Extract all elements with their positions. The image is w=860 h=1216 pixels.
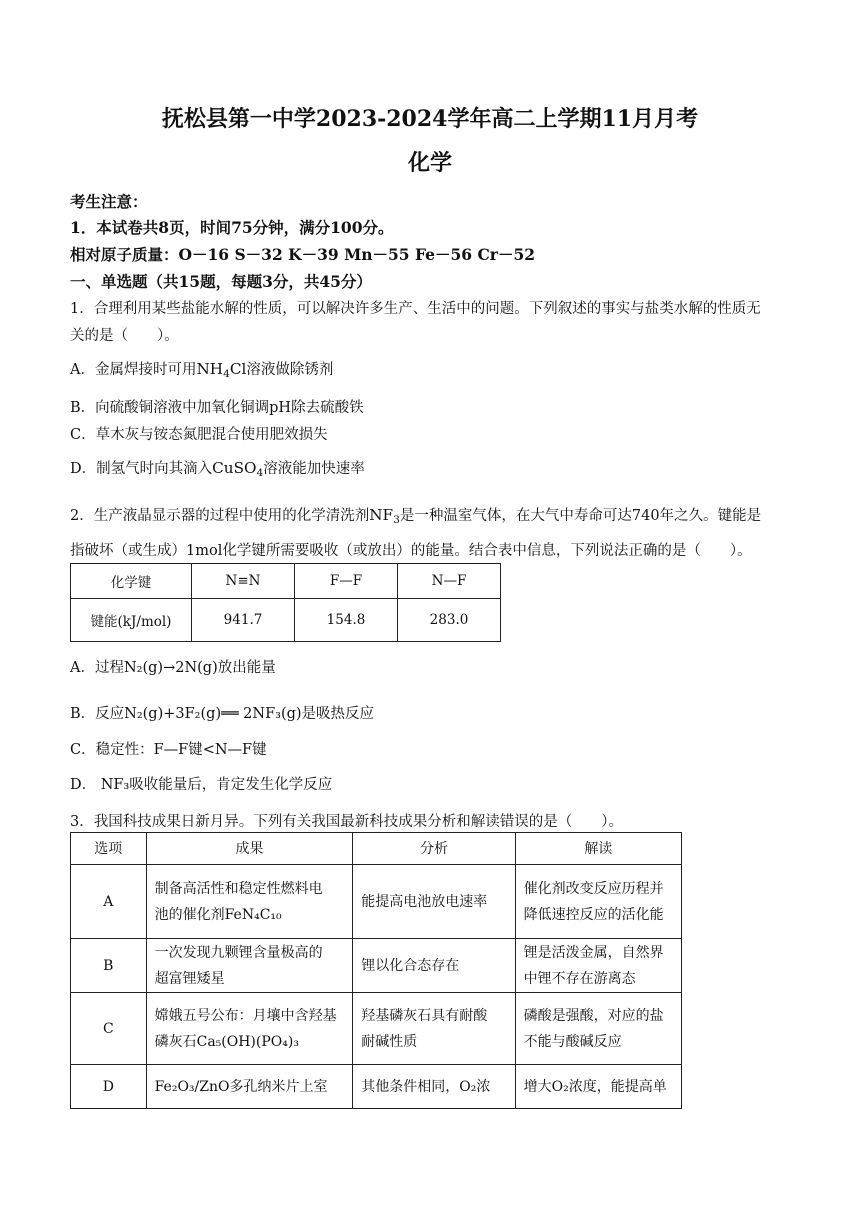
row-b-interpretation: 锂是活泼金属，自然界 中锂不存在游离态 <box>515 939 681 993</box>
notice-item-1: 1．本试卷共8页，时间75分钟，满分100分。 <box>70 218 394 237</box>
tech-header-interpretation: 解读 <box>515 833 681 865</box>
row-d-result: Fe₂O₃/ZnO多孔纳米片上室 <box>146 1065 353 1109</box>
table-header-nf: N—F <box>398 564 501 599</box>
tech-header-result: 成果 <box>146 833 353 865</box>
row-c-option: C <box>71 993 147 1065</box>
table-row <box>71 939 682 993</box>
q1-option-a <box>70 358 333 379</box>
table-row <box>71 993 682 1065</box>
subject-title: 化学 <box>407 150 452 176</box>
table-value-nf: 283.0 <box>398 599 501 642</box>
q1-option-b: B．向硫酸铜溶液中加氧化铜调pH除去硫酸铁 <box>70 400 364 416</box>
q2-option-b: B．反应N₂(g)+3F₂(g)══ 2NF₃(g)是吸热反应 <box>70 706 375 722</box>
table-header-ff: F—F <box>295 564 398 599</box>
table-row-label: 键能(kJ/mol) <box>71 599 192 642</box>
q1-option-d-formula: CuSO$_4$ <box>212 459 264 480</box>
bond-energy-table <box>70 563 501 642</box>
q2-option-a: A．过程N₂(g)→2N(g)放出能量 <box>70 660 276 676</box>
q1-option-a-formula: $NH_4Cl$ <box>196 360 247 381</box>
row-a-analysis: 能提高电池放电速率 <box>353 865 515 939</box>
row-b-analysis: 锂以化合态存在 <box>353 939 515 993</box>
exam-title: 抚松县第一中学2023-2024学年高二上学期11月月考 <box>161 106 699 132</box>
table-row <box>71 865 682 939</box>
q2-stem-line1: 2．生产液晶显示器的过程中使用的化学清洗剂$NF_3$是一种温室气体，在大气中寿命可达740年之久。键能是 <box>70 506 762 527</box>
table-header-bond: 化学键 <box>71 564 192 599</box>
table-value-ff: 154.8 <box>295 599 398 642</box>
table-row <box>71 1065 682 1109</box>
tech-header-analysis: 分析 <box>353 833 515 865</box>
row-b-result: 一次发现九颗锂含量极高的 超富锂矮星 <box>146 939 353 993</box>
row-a-option: A <box>71 865 147 939</box>
q2-option-c: C．稳定性：F—F键<N—F键 <box>70 742 267 758</box>
q1-option-a-text: A．金属焊接时可用 <box>70 362 197 378</box>
q1-stem-line2: 关的是（ ）。 <box>70 328 179 344</box>
tech-results-table <box>70 832 682 1109</box>
section-heading: 一、单选题（共15题，每题3分，共45分） <box>70 272 372 291</box>
row-a-interpretation: 催化剂改变反应历程并 降低速控反应的活化能 <box>515 865 681 939</box>
q1-option-d <box>70 457 365 478</box>
q1-stem-line1: 1．合理利用某些盐能水解的性质，可以解决许多生产、生活中的问题。下列叙述的事实与盐类水解的性质无 <box>70 301 761 317</box>
q3-stem: 3．我国科技成果日新月异。下列有关我国最新科技成果分析和解读错误的是（ ）。 <box>70 814 623 830</box>
row-d-interpretation: 增大O₂浓度，能提高单 <box>515 1065 681 1109</box>
row-b-option: B <box>71 939 147 993</box>
row-c-interpretation: 磷酸是强酸，对应的盐 不能与酸碱反应 <box>515 993 681 1065</box>
q2-option-d: D． NF₃吸收能量后，肯定发生化学反应 <box>70 777 333 793</box>
row-a-result: 制备高活性和稳定性燃料电 池的催化剂FeN₄C₁₀ <box>146 865 353 939</box>
row-c-analysis: 羟基磷灰石具有耐酸 耐碱性质 <box>353 993 515 1065</box>
q1-option-c: C．草木灰与铵态氮肥混合使用肥效损失 <box>70 427 328 443</box>
row-d-option: D <box>71 1065 147 1109</box>
row-d-analysis: 其他条件相同，O₂浓 <box>353 1065 515 1109</box>
q1-option-a-text2: 溶液做除锈剂 <box>246 362 334 378</box>
q1-option-d-text2: 溶液能加快速率 <box>263 461 365 477</box>
q1-option-d-text: D．制氢气时向其滴入 <box>70 461 213 477</box>
atomic-masses: 相对原子质量：O－16 S－32 K－39 Mn－55 Fe－56 Cr－52 <box>70 245 536 264</box>
notice-heading: 考生注意： <box>70 192 148 211</box>
q2-stem-line2: 指破坏（或生成）1mol化学键所需要吸收（或放出）的能量。结合表中信息，下列说法正确的是（ ）。 <box>70 543 752 559</box>
row-c-result: 嫦娥五号公布：月壤中含羟基 磷灰石Ca₅(OH)(PO₄)₃ <box>146 993 353 1065</box>
table-value-nn: 941.7 <box>192 599 295 642</box>
table-header-nn: N≡N <box>192 564 295 599</box>
tech-header-option: 选项 <box>71 833 147 865</box>
